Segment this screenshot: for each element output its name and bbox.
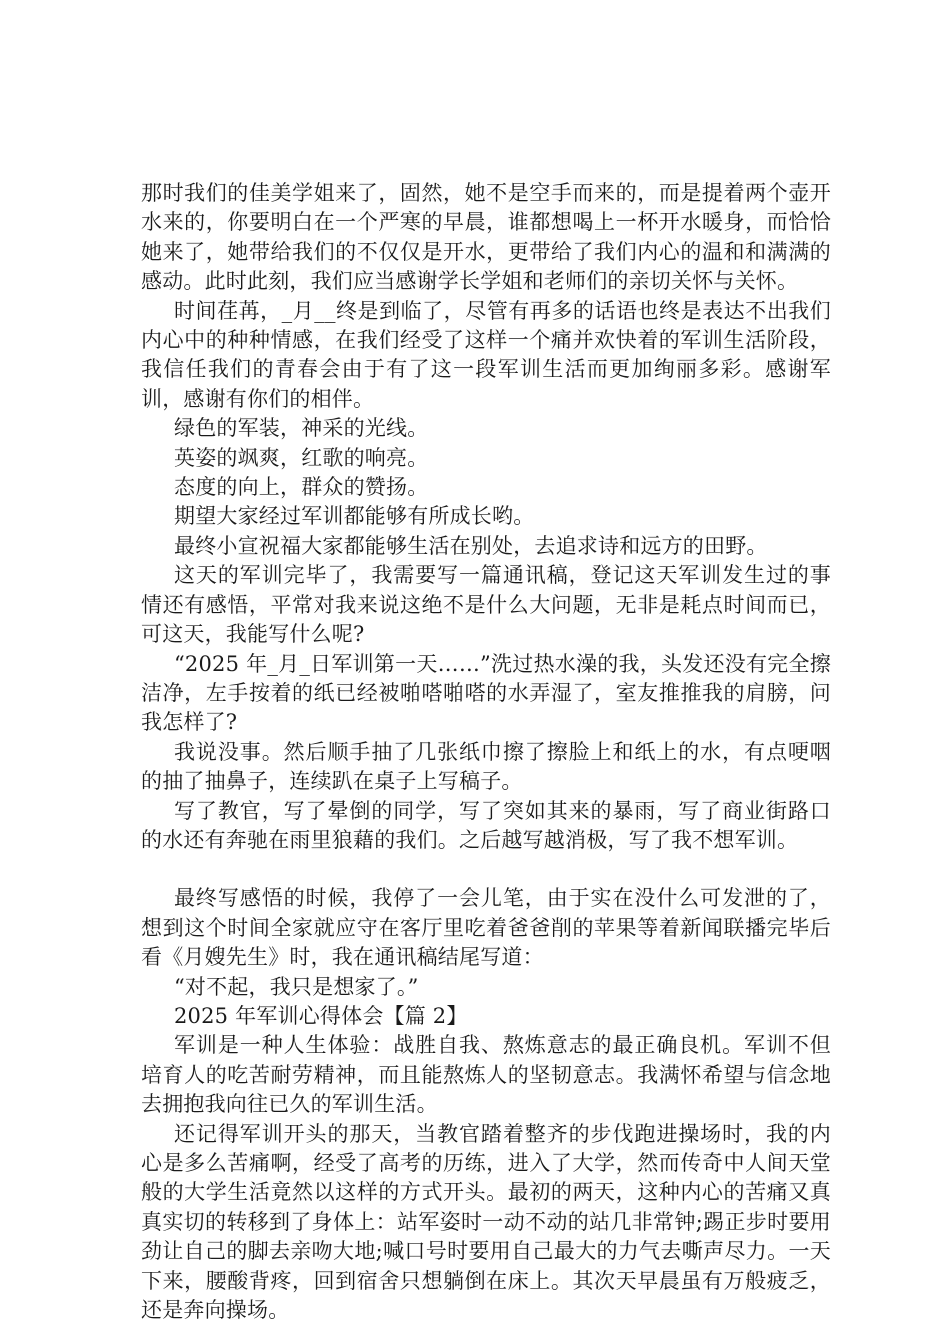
poem-line-2: 英姿的飒爽，红歌的响亮。 <box>174 445 429 470</box>
section-heading-part-2: 2025 年军训心得体会【篇 2】 <box>174 1003 468 1028</box>
paragraph-im-fine: 我说没事。然后顺手抽了几张纸巾擦了擦脸上和纸上的水，有点哽咽的抽了抽鼻子，连续趴在桌子上写稿子。 <box>141 739 831 794</box>
paragraph-first-days: 还记得军训开头的那天，当教官踏着整齐的步伐跑进操场时，我的内心是多么苦痛啊，经受了高考的历练，进入了大学，然而传奇中人间天堂般的大学生活竟然以这样的方式开头。最初的两天，这种内心的苦痛又真真实切的转移到了身体上：站军姿时一动不动的站几非常钟;踢正步时要用劲让自己的脚去亲吻大地;喊口号时要用自己最大的力气去嘶声尽力。一天下来，腰酸背疼，回到宿舍只想躺倒在床上。其次天早晨虽有万般疲乏，还是奔向操场。 <box>141 1121 831 1323</box>
poem-line-1: 绿色的军装，神采的光线。 <box>174 416 429 441</box>
paragraph-life-experience: 军训是一种人生体验：战胜自我、熬炼意志的最正确良机。军训不但培育人的吃苦耐劳精神，而且能熬炼人的坚韧意志。我满怀希望与信念地去拥抱我向往已久的军训生活。 <box>141 1033 831 1117</box>
paragraph-first-day: “2025 年_月_日军训第一天……”洗过热水澡的我，头发还没有完全擦洁净，左手按着的纸已经被啪嗒啪嗒的水弄湿了，室友推推我的肩膀，问我怎样了? <box>141 651 831 735</box>
paragraph-time-flies: 时间荏苒，_月__终是到临了，尽管有再多的话语也终是表达不出我们内心中的种种情感，在我们经受了这样一个痛并欢快着的军训生活阶段，我信任我们的青春会由于有了这一段军训生活而更加绚丽多彩。感谢军训，感谢有你们的相伴。 <box>141 298 831 411</box>
paragraph-news-article: 这天的军训完毕了，我需要写一篇通讯稿，登记这天军训发生过的事情还有感悟，平常对我来说这绝不是什么大问题，无非是耗点时间而已，可这天，我能写什么呢? <box>141 563 831 647</box>
paragraph-final-blessing: 最终小宣祝福大家都能够生活在别处，去追求诗和远方的田野。 <box>174 533 768 558</box>
document-body <box>141 179 831 1325</box>
paragraph-hope-growth: 期望大家经过军训都能够有所成长哟。 <box>174 504 535 529</box>
paragraph-final-thoughts: 最终写感悟的时候，我停了一会儿笔，由于实在没什么可发泄的了，想到这个时间全家就应守在客厅里吃着爸爸削的苹果等着新闻联播完毕后看《月嫂先生》时，我在通讯稿结尾写道： <box>141 886 831 970</box>
paragraph-wrote-about: 写了教官，写了晕倒的同学，写了突如其来的暴雨，写了商业街路口的水还有奔驰在雨里狼藉的我们。之后越写越消极，写了我不想军训。 <box>141 798 831 852</box>
paragraph-sister-brings-water: 那时我们的佳美学姐来了，固然，她不是空手而来的，而是提着两个壶开水来的，你要明白在一个严寒的早晨，谁都想喝上一杯开水暖身，而恰恰她来了，她带给我们的不仅仅是开水，更带给了我们内心的温和和满满的感动。此时此刻，我们应当感谢学长学姐和老师们的亲切关怀与关怀。 <box>141 181 831 294</box>
paragraph-miss-home: “对不起，我只是想家了。” <box>174 974 419 999</box>
poem-line-3: 态度的向上，群众的赞扬。 <box>174 475 429 500</box>
